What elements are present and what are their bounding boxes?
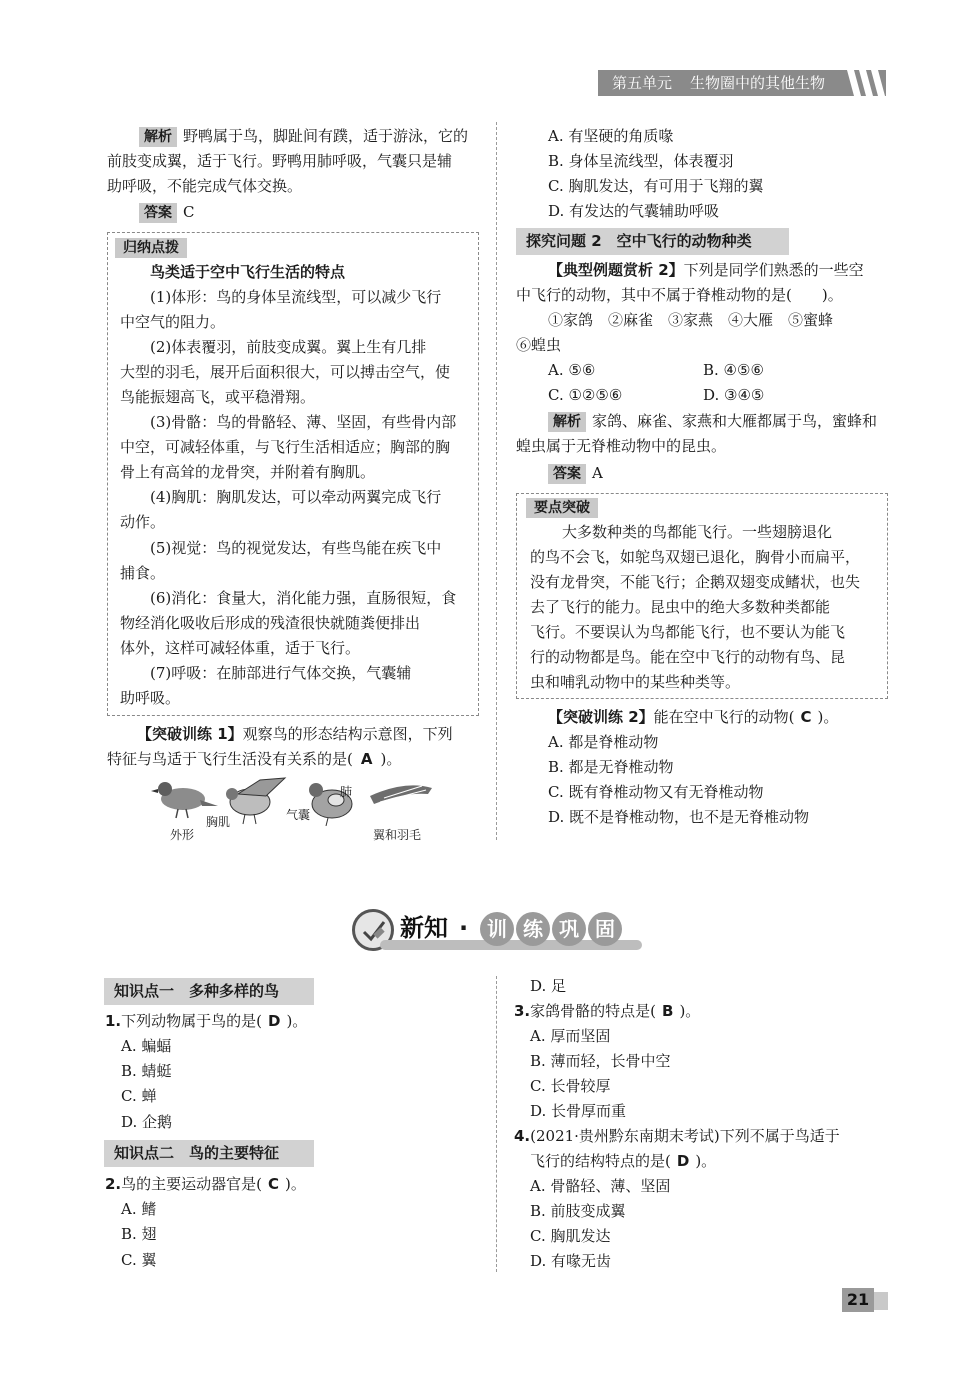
summary-line: 中空气的阻力。 [120,313,226,331]
option-line: D. 既不是脊椎动物，也不是无脊椎动物 [548,808,810,826]
option-line: D. 有发达的气囊辅助呼吸 [548,202,720,220]
animals-line: ⑥蝗虫 [516,336,562,354]
question-4: 4.(2021·贵州黔东南期末考试)下列不属于鸟适于 [514,1127,840,1145]
example-line1: 【典型例题赏析 2】下列是同学们熟悉的一些空 [548,261,864,279]
summary-line: 大型的羽毛，展开后面积很大，可以搏击空气，使 [120,363,451,381]
answer-tag: 答案 [548,464,586,484]
choice-c: C. ①②⑤⑥ [548,386,623,404]
summary-line: 鸟能振翅高飞，或平稳滑翔。 [120,388,316,406]
option-line: A. 鳍 [121,1200,157,1218]
q1-answer: D [268,1012,281,1030]
banner-char: 练 [516,912,550,946]
summary-line: (7)呼吸：在肺部进行气体交换，气囊辅 [150,664,412,682]
summary-line: (6)消化：食量大，消化能力强，直肠很短，食 [150,589,457,607]
answer-value: C [183,203,195,221]
knowledge-point-2: 知识点二 鸟的主要特征 [104,1140,314,1167]
answer-value: A [592,464,603,482]
header-title: 生物圈中的其他生物 [690,74,826,92]
summary-line: 体外，这样可减轻体重，适于飞行。 [120,639,361,657]
option-line: B. 薄而轻，长骨中空 [530,1052,671,1070]
summary-title: 鸟类适于空中飞行生活的特点 [150,263,346,281]
summary-line: 中空，可减轻体重，与飞行生活相适应；胸部的胸 [120,438,451,456]
banner-title: 新知 [400,914,448,942]
q2-answer: C [268,1175,280,1193]
option-line: A. 蝙蝠 [121,1037,172,1055]
figure-label-lung: 肺 [340,785,353,799]
summary-line: (5)视觉：鸟的视觉发达，有些鸟能在疾飞中 [150,539,442,557]
figure-label-pectoral: 胸肌 [206,815,231,829]
question-2: 2.鸟的主要运动器官是( C )。 [105,1175,306,1193]
question-4-cont: 飞行的结构特点的是( D )。 [530,1152,717,1170]
option-line: D. 足 [530,977,567,995]
topic2-bar: 探究问题 2 空中飞行的动物种类 [516,228,789,255]
header-unit: 第五单元 [612,74,673,92]
option-line: A. 厚而坚固 [530,1027,611,1045]
knowledge-point-1: 知识点一 多种多样的鸟 [104,978,314,1005]
analysis-line: 解析 野鸭属于鸟，脚趾间有蹼，适于游泳，它的 [107,124,468,149]
option-line: D. 有喙无齿 [530,1252,612,1270]
choice-d: D. ③④⑤ [703,386,765,404]
key-line: 的鸟不会飞，如鸵鸟双翅已退化，胸骨小而扁平， [530,548,861,566]
analysis-tag: 解析 [139,127,177,147]
key-points-head: 要点突破 [526,498,598,518]
summary-line: (2)体表覆羽，前肢变成翼。翼上生有几排 [150,338,427,356]
figure-label-outline: 外形 [170,828,195,842]
training2-answer: C [800,708,812,726]
q4-answer: D [676,1152,690,1170]
analysis-line: 蝗虫属于无脊椎动物中的昆虫。 [516,437,727,455]
answer-line [139,200,194,225]
option-line: C. 胸肌发达 [530,1227,611,1245]
training1-line2: 特征与鸟适于飞行生活没有关系的是( A )。 [107,750,402,768]
training2-label: 【突破训练 2】 [548,708,654,726]
summary-line: 骨上有高耸的龙骨突，并附着有胸肌。 [120,463,376,481]
key-line: 没有龙骨突，不能飞行；企鹅双翅变成鳍状，也失 [530,573,861,591]
option-line: D. 长骨厚而重 [530,1102,627,1120]
option-line: C. 翼 [121,1251,157,1269]
figure-label-wing: 翼和羽毛 [373,828,422,842]
option-line: A. 骨骼轻、薄、坚固 [530,1177,671,1195]
bird-wing-drawing [370,785,432,804]
column-divider-bottom [496,976,497,1272]
bird-skeleton-drawing [226,778,285,824]
figure-label-airsac: 气囊 [286,808,311,822]
key-line: 大多数种类的鸟都能飞行。一些翅膀退化 [562,523,833,541]
summary-line: (1)体形：鸟的身体呈流线型，可以减少飞行 [150,288,442,306]
option-line: B. 身体呈流线型，体表覆羽 [548,152,734,170]
option-line: B. 蜻蜓 [121,1062,172,1080]
banner-char: 巩 [552,912,586,946]
banner-char: 固 [588,912,622,946]
banner-dot: · [459,914,469,942]
answer-line [548,461,603,486]
answer-tag: 答案 [139,203,177,223]
training1-line1: 【突破训练 1】观察鸟的形态结构示意图，下列 [137,725,453,743]
section-banner [352,906,642,956]
example-line2: 中飞行的动物，其中不属于脊椎动物的是( )。 [516,286,843,304]
example-label: 【典型例题赏析 2】 [548,261,684,279]
option-line: D. 企鹅 [121,1113,173,1131]
animals-line: ①家鸽 ②麻雀 ③家燕 ④大雁 ⑤蜜蜂 [548,311,834,329]
banner-char: 训 [480,912,514,946]
summary-line: 动作。 [120,513,166,531]
training1-label: 【突破训练 1】 [137,725,243,743]
summary-line: (4)胸肌：胸肌发达，可以牵动两翼完成飞行 [150,488,442,506]
summary-line: 捕食。 [120,564,166,582]
option-line: C. 既有脊椎动物又有无脊椎动物 [548,783,764,801]
choice-b: B. ④⑤⑥ [703,361,764,379]
option-line: B. 都是无脊椎动物 [548,758,674,776]
option-line: A. 有坚硬的角质喙 [548,127,674,145]
training2-stem: 【突破训练 2】能在空中飞行的动物( C )。 [548,708,839,726]
q3-answer: B [662,1002,674,1020]
question-3: 3.家鸽骨骼的特点是( B )。 [514,1002,701,1020]
option-line: C. 长骨较厚 [530,1077,611,1095]
key-line: 飞行。不要误认为鸟都能飞行，也不要认为能飞 [530,623,846,641]
analysis-line: 解析 家鸽、麻雀、家燕和大雁都属于鸟，蜜蜂和 [548,409,877,434]
option-line: B. 翅 [121,1225,157,1243]
key-line: 去了飞行的能力。昆虫中的绝大多数种类都能 [530,598,831,616]
analysis-line: 助呼吸，不能完成气体交换。 [107,177,303,195]
option-line: A. 都是脊椎动物 [548,733,659,751]
option-line: B. 前肢变成翼 [530,1202,626,1220]
summary-line: (3)骨骼：鸟的骨骼轻、薄、坚固，有些骨内部 [150,413,457,431]
summary-line: 助呼吸。 [120,689,181,707]
choice-a: A. ⑤⑥ [548,361,596,379]
option-line: C. 胸肌发达，有可用于飞翔的翼 [548,177,764,195]
header-stripes-icon [845,70,889,96]
training1-answer: A [360,750,373,768]
analysis-line: 前肢变成翼，适于飞行。野鸭用肺呼吸，气囊只是辅 [107,152,453,170]
column-divider-top [496,122,497,840]
key-line: 虫和哺乳动物中的某些种类等。 [530,673,741,691]
summary-line: 物经消化吸收后形成的残渣很快就随粪便排出 [120,614,421,632]
key-line: 行的动物都是鸟。能在空中飞行的动物有鸟、昆 [530,648,846,666]
analysis-tag: 解析 [548,412,586,432]
option-line: C. 蝉 [121,1087,157,1105]
summary-box-head: 归纳点拨 [115,238,187,258]
question-1: 1.下列动物属于鸟的是( D )。 [105,1012,308,1030]
page-number: 21 [846,1290,870,1309]
